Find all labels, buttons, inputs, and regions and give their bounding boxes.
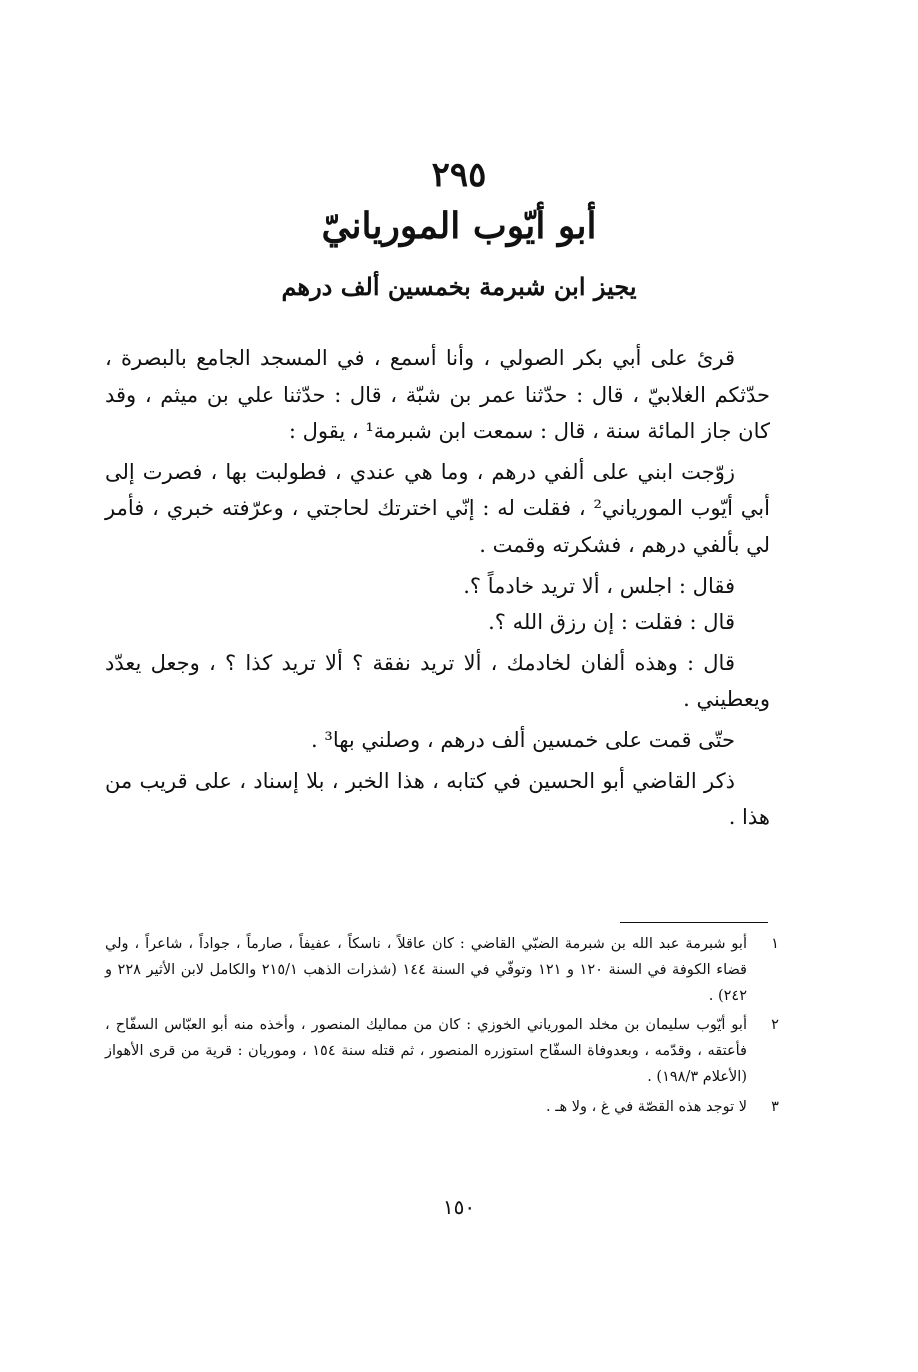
footnote-number: ٢ — [771, 1017, 779, 1034]
footnote — [105, 932, 785, 1009]
footnote — [105, 1095, 785, 1121]
paragraph: زوّجت ابني على ألفي درهم ، وما هي عندي ، فطولبت بها ، فصرت إلى أبي أيّوب المورياني² ، فقلت له : إنّي اخترتك لحاجتي ، وعرّفته خبري ، فأمر لي بألفي درهم ، فشكرته وقمت . — [105, 459, 770, 557]
paragraph: فقال : اجلس ، ألا تريد خادماً ؟. — [463, 573, 735, 598]
footnote-text: أبو شبرمة عبد الله بن شبرمة الضبّي القاضي : كان عاقلاً ، ناسكاً ، عفيفاً ، صارماً ، جواداً ، شاعراً ، ولي قضاء الكوفة في السنة ١٢٠ و ١٢١ وتوفّي في السنة ١٤٤ (شذرات الذهب ٢١٥/١ والكامل لابن الأثير ٢٢٨ و ٢٤٢) . — [105, 936, 747, 1004]
paragraph: ذكر القاضي أبو الحسين في كتابه ، هذا الخبر ، بلا إسناد ، على قريب من هذا . — [105, 768, 770, 830]
story-number: ٢٩٥ — [431, 155, 487, 195]
paragraph: قرئ على أبي بكر الصولي ، وأنا أسمع ، في المسجد الجامع بالبصرة ، حدّثكم الغلابيّ ، قال : حدّثنا عمر بن شبّة ، قال : حدّثنا علي بن ميثم ، وقد كان جاز المائة سنة ، قال : سمعت ابن شبرمة¹ ، يقول : — [105, 346, 770, 444]
page-number: ١٥٠ — [442, 1195, 476, 1219]
footnotes — [105, 932, 785, 1125]
story-title: أبو أيّوب الموريانيّ — [321, 205, 597, 247]
footnote-divider — [620, 922, 768, 923]
paragraph: قال : وهذه ألفان لخادمك ، ألا تريد نفقة ؟ ألا تريد كذا ؟ ، وجعل يعدّد ويعطيني . — [105, 650, 770, 712]
footnote-text: لا توجد هذه القصّة في غ ، ولا هـ . — [546, 1098, 747, 1115]
story-subtitle: يجيز ابن شبرمة بخمسين ألف درهم — [281, 272, 637, 301]
footnote-number: ٣ — [771, 1098, 779, 1115]
footnote-number: ١ — [771, 936, 779, 952]
story-body — [105, 340, 770, 836]
footnote-text: أبو أيّوب سليمان بن مخلد المورياني الخوزي : كان من مماليك المنصور ، وأخذه منه أبو العبّاس السفّاح ، فأعتقه ، وقدّمه ، وبعدوفاة السفّاح استوزره المنصور ، ثم قتله سنة ١٥٤ ، وموريان : قرية من قرى الأهواز (الأعلام ١٩٨/٣) . — [105, 1017, 747, 1085]
paragraph: حتّى قمت على خمسين ألف درهم ، وصلني بها³ . — [311, 727, 735, 752]
paragraph: قال : فقلت : إن رزق الله ؟. — [488, 610, 735, 635]
footnote — [105, 1013, 785, 1090]
